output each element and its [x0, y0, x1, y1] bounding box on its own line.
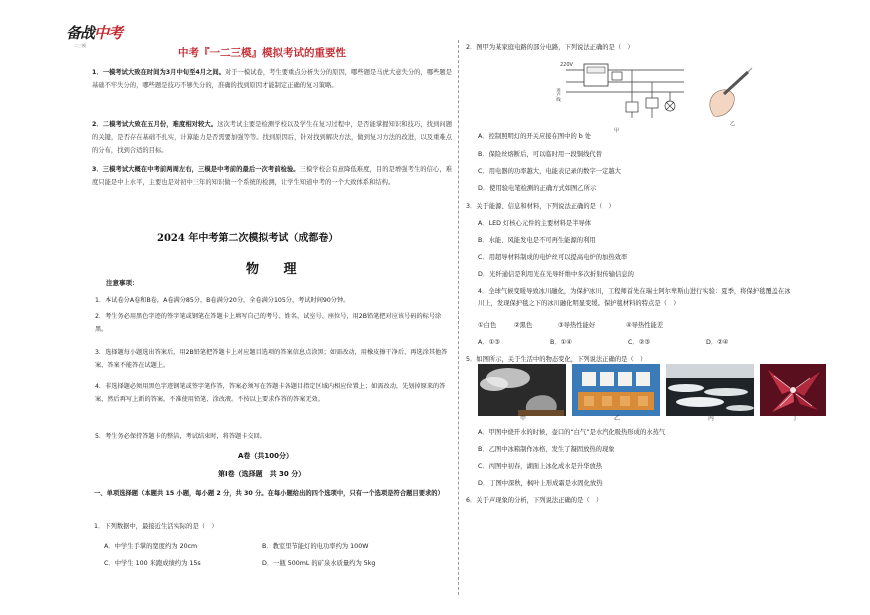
entry-line-label: 进户线 [556, 88, 561, 102]
logo-tagline: 二三模 [74, 43, 86, 48]
photo-caption-bing: 丙 [708, 415, 715, 422]
question-1-option-c: C．中学生 100 米跑成绩约为 15s [104, 560, 201, 567]
question-4-trait-3: ③导热性能好 [558, 322, 596, 329]
part-one-heading: 第Ⅰ卷（选择题 共 30 分） [218, 470, 306, 478]
question-2-option-c: C．用电器的功率越大，电能表记录的数字一定越大 [478, 168, 621, 175]
question-2-option-d: D．使用验电笔检测的正确方式如图乙所示 [478, 185, 597, 192]
subject-title: 物 理 [246, 262, 307, 277]
question-4-option-a: A．①③ [478, 339, 500, 346]
photo-caption-jia: 甲 [520, 415, 527, 422]
question-2-option-a: A．控制照明灯的开关应接在图中的 b 处 [478, 133, 592, 140]
question-4-trait-2: ②黑色 [514, 322, 533, 329]
intro-paragraph-2: 2．二模考试大致在五月份，难度相对较大。这次考试主要是检测学校以及学生在复习过程中，是否能掌握知识和技巧，找到问题的关键，是否存在基础不扎实，计算能力是否需要加强等等。找到原因后，针对找到解决方法，做到复习方法的改进，以及重难点的分布，找到合适的目标。 [92, 121, 452, 155]
question-1-option-a: A．中学生手掌的宽度约为 20cm [104, 543, 198, 550]
photo-caption-yi: 乙 [614, 415, 621, 422]
photo-melting-lake [666, 364, 754, 416]
question-1-option-d: D．一瓶 500mL 的矿泉水质量约为 5kg [262, 560, 376, 567]
question-3-option-d: D．光纤通信是利用光在光导纤维中多次折射传输信息的 [478, 271, 634, 278]
photo-frosted-leaf [760, 364, 826, 416]
headline: 中考『一二三模』模拟考试的重要性 [178, 47, 346, 59]
notice-item: 5．考生务必保持答题卡的整洁，考试结束时，将答题卡交回。 [95, 433, 266, 440]
question-5-option-a: A．甲图中烧开水的时候，壶口的“白气”是水汽化吸热形成的水蒸气 [478, 429, 666, 436]
intro-paragraph-3: 3．三模考试大概在中考前两周左右，三模是中考前的最后一次考前检验。三模学校会有意降低难度，目的是增强考生的信心，难度只能是中上水平，主要也是对初中三年的知识做一个系统的检测，让学生知道中考的一个大致体系和结构。 [92, 166, 452, 187]
question-3-option-c: C．用超导材料制成的电炉丝可以提高电炉的加热效率 [478, 254, 628, 261]
photo-ice-tray [572, 364, 660, 416]
intro-paragraph-1: 1．一模考试大致在时间为3月中旬至4月之间。对于一模试卷，考生要重点分析失分的原因，哪些题是马虎大意失分的，哪些题是基础不牢失分的，哪些题是技巧不够失分的，准确的找到原因才能制定正确的复习策略。 [92, 69, 452, 90]
question-6-stem: 6．关于声现象的分析，下列说法正确的是（ ） [466, 497, 603, 504]
question-4-option-d: D．②④ [706, 339, 729, 346]
part-one-instructions: 一、单项选择题（本题共 15 小题，每小题 2 分，共 30 分。在每小题给出的四个选项中，只有一个选项是符合题目要求的） [94, 490, 444, 497]
notice-item: 3．选择题每小题选出答案后，用2B铅笔把答题卡上对应题目选项的答案信息点涂黑；如需改动，用橡皮擦干净后，再选涂其他答案，答案不能答在试题上。 [95, 349, 448, 369]
question-2-option-b: B．保险丝熔断后，可以临时用一段铜线代替 [478, 151, 602, 158]
column-divider [458, 40, 459, 595]
photo-kettle-steam [478, 364, 566, 416]
notice-heading: 注意事项： [106, 279, 139, 287]
question-1-stem: 1．下列数据中，最接近生活实际的是（ ） [94, 523, 218, 530]
question-1-option-b: B．教室里节能灯的电功率约为 100W [262, 543, 369, 550]
question-3-stem: 3．关于能源、信息和材料，下列说法正确的是（ ） [466, 203, 615, 210]
photo-caption-ding: 丁 [792, 415, 799, 422]
household-circuit-diagram [556, 58, 686, 136]
notice-item: 4．非选择题必须用黑色字迹钢笔或签字笔作答，答案必须写在答题卡各题目指定区域内相应位置上；如需改动，先划掉原来的答案，然后再写上新的答案，不准使用铅笔、涂改液。不按以上要求作答的答案无效。 [95, 383, 446, 403]
question-5-stem: 5．如图所示，关于生活中的物态变化，下列说法正确的是（ ） [466, 356, 647, 363]
question-5-option-d: D．丁图中深秋，枫叶上形成霜是水固化放热 [478, 480, 603, 487]
section-a-heading: A卷（共100分） [238, 452, 294, 460]
question-4-stem: 4．全球气候变暖导致冰川融化，为保护冰川，工程师首先在瑞士阿尔卑斯山进行实验：夏季，将保护毯覆盖在冰川上，发现保护毯之下的冰川融化明显变缓。保护毯材料的特点是（ ） [478, 288, 791, 307]
question-3-option-b: B．水能、风能发电是不可再生能源的利用 [478, 237, 596, 244]
exam-title: 2024 年中考第二次模拟考试（成都卷） [157, 233, 339, 244]
notice-item: 2．考生务必用黑色字迹的签字笔或钢笔在答题卡上填写自己的考号、姓名、试室号、座位号，用2B铅笔把对应该号码的标号涂黑。 [95, 313, 442, 333]
question-2-stem: 2．图甲为某家庭电路的部分电路，下列说法正确的是（ ） [466, 44, 634, 51]
question-4-trait-1: ①白色 [478, 322, 497, 329]
question-5-option-b: B．乙图中冰箱制作冰格，发生了凝固放热的现象 [478, 446, 615, 453]
notice-item: 1．本试卷分A卷和B卷，A卷满分85分，B卷满分20分，全卷满分105分，考试时间90分钟。 [95, 297, 350, 304]
figure-label-jia: 甲 [614, 128, 620, 134]
question-5-option-c: C．丙图中初春，湖面上冰化成水是升华放热 [478, 463, 603, 470]
question-4-option-b: B．①④ [550, 339, 572, 346]
question-4-trait-4: ④导热性能差 [626, 322, 664, 329]
voltage-label: 220V [560, 62, 573, 68]
logo-text: 备战中考 [66, 24, 123, 42]
question-4-option-c: C．②③ [628, 339, 650, 346]
brand-logo [66, 22, 140, 52]
figure-label-yi: 乙 [730, 121, 736, 126]
question-3-option-a: A．LED 灯核心元件的主要材料是半导体 [478, 220, 592, 227]
test-pen-figure [696, 62, 766, 126]
